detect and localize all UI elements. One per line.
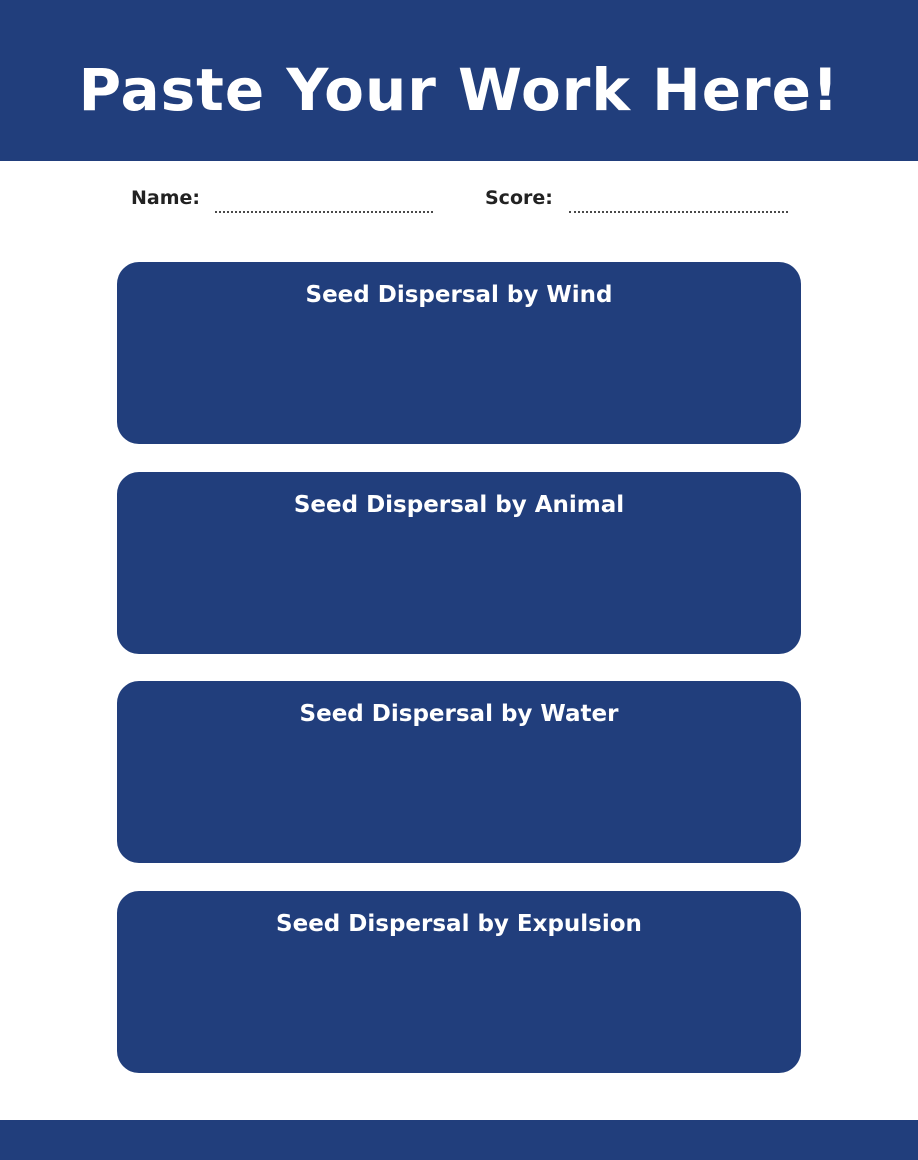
section-card-water[interactable] (117, 681, 801, 863)
name-label: Name: (131, 187, 201, 209)
score-label: Score: (485, 187, 553, 209)
section-card-animal[interactable] (117, 472, 801, 654)
section-title: Seed Dispersal by Expulsion (276, 911, 642, 937)
footer-bar (0, 1120, 918, 1160)
header-banner (0, 0, 918, 161)
section-card-expulsion[interactable] (117, 891, 801, 1073)
score-field[interactable] (569, 211, 788, 213)
page-title: Paste Your Work Here! (78, 56, 840, 124)
section-title: Seed Dispersal by Wind (305, 282, 613, 308)
section-title: Seed Dispersal by Animal (293, 492, 625, 518)
section-card-wind[interactable] (117, 262, 801, 444)
name-field[interactable] (215, 211, 433, 213)
section-title: Seed Dispersal by Water (299, 701, 619, 727)
